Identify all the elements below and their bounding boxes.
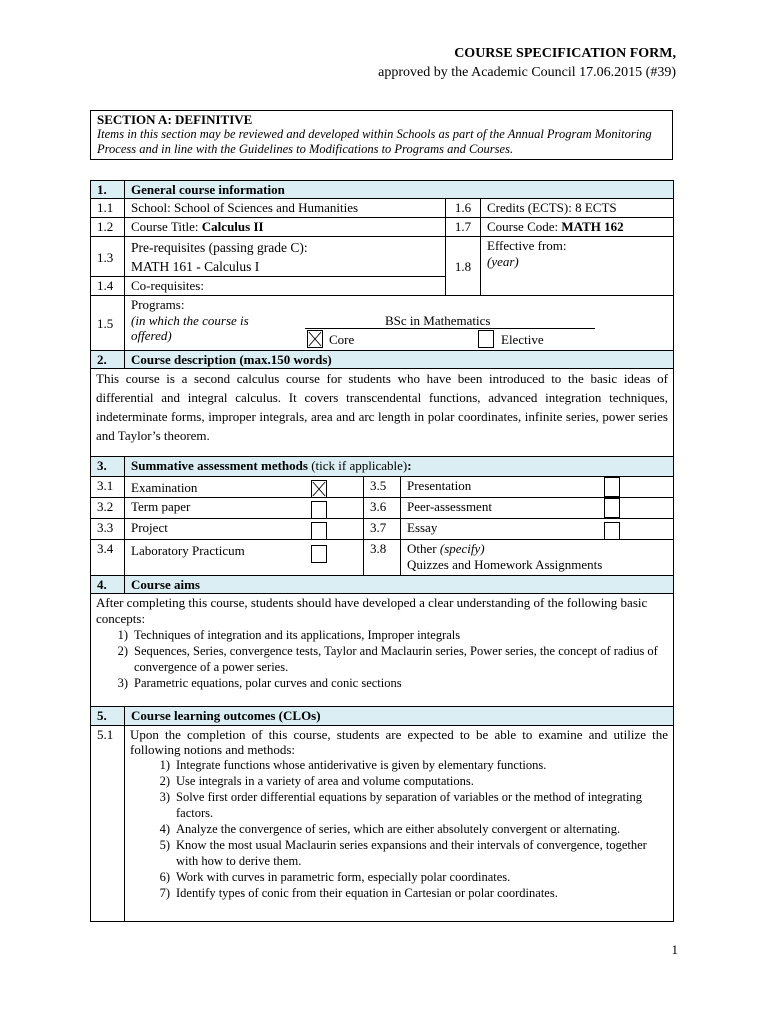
essay-label: Essay [400, 518, 674, 540]
section-a-title: SECTION A: DEFINITIVE [97, 112, 253, 127]
program-name: BSc in Mathematics [385, 313, 491, 328]
examination-checkbox[interactable] [311, 480, 327, 498]
effective-from-note: (year) [487, 254, 519, 269]
s1-1-num: 1.1 [90, 198, 125, 218]
effective-from-field [480, 236, 674, 296]
list-item: 6) Work with curves in parametric form, especially polar coordinates. [159, 870, 511, 884]
s4-title: Course aims [124, 575, 674, 594]
effective-from-label: Effective from: [487, 238, 567, 253]
examination-label: Examination [124, 476, 364, 498]
checked-x-icon [312, 481, 326, 497]
prerequisites-label: Pre-requisites (passing grade C): [131, 240, 308, 255]
checked-x-icon [308, 331, 322, 347]
corequisites-field: Co-requisites: [124, 276, 446, 296]
programs-label: Programs: [131, 297, 185, 312]
course-title-label: Course Title: [131, 219, 202, 234]
other-label: Other [407, 541, 440, 556]
list-item: 1) Integrate functions whose antiderivative is given by elementary functions. [159, 758, 547, 772]
s3-4-num: 3.4 [90, 539, 125, 576]
s3-2-num: 3.2 [90, 497, 125, 519]
s5-title: Course learning outcomes (CLOs) [124, 706, 674, 726]
lab-practicum-label: Laboratory Practicum [124, 539, 364, 576]
other-detail: Quizzes and Homework Assignments [407, 557, 603, 572]
aims-intro: After completing this course, students should have developed a clear understanding of the following basic concepts: [96, 595, 648, 626]
s3-3-num: 3.3 [90, 518, 125, 540]
programs-note: (in which the course is offered) [131, 313, 249, 343]
list-item: 2) Use integrals in a variety of area and volume computations. [159, 774, 474, 788]
list-item: 2) Sequences, Series, convergence tests, Taylor and Maclaurin series, Power series, the concept of radius of convergence of a power series. [117, 644, 658, 674]
school-field: School: School of Sciences and Humanities [124, 198, 446, 218]
s1-3-num: 1.3 [90, 236, 125, 277]
other-assessment [400, 539, 674, 576]
elective-checkbox[interactable] [478, 330, 494, 348]
s2-title: Course description (max.150 words) [124, 350, 674, 369]
s1-6-num: 1.6 [445, 198, 481, 218]
clo-intro: Upon the completion of this course, students are expected to be able to examine and utilize the following notions and methods: [130, 727, 668, 757]
peer-assessment-label: Peer-assessment [400, 497, 674, 519]
s3-title-cell [124, 456, 674, 477]
presentation-checkbox[interactable] [604, 477, 620, 497]
essay-checkbox[interactable] [604, 522, 620, 540]
s3-8-num: 3.8 [363, 539, 401, 576]
s1-7-num: 1.7 [445, 217, 481, 237]
course-code-value: MATH 162 [561, 219, 624, 234]
project-checkbox[interactable] [311, 522, 327, 540]
core-checkbox[interactable] [307, 330, 323, 348]
form-title: COURSE SPECIFICATION FORM, [454, 46, 676, 61]
course-title-value: Calculus II [201, 219, 264, 234]
course-code-field [480, 217, 674, 237]
presentation-label: Presentation [400, 476, 674, 498]
list-item: 1) Techniques of integration and its applications, Improper integrals [117, 628, 461, 642]
s3-6-num: 3.6 [363, 497, 401, 519]
s1-8-num: 1.8 [445, 236, 481, 296]
term-paper-label: Term paper [124, 497, 364, 519]
core-label: Core [329, 332, 355, 347]
prerequisites-field [124, 236, 446, 277]
s3-5-num: 3.5 [363, 476, 401, 498]
s1-4-num: 1.4 [90, 276, 125, 296]
other-note: (specify) [439, 541, 485, 556]
term-paper-checkbox[interactable] [311, 501, 327, 519]
list-item: 4) Analyze the convergence of series, which are either absolutely convergent or alternating. [159, 822, 621, 836]
s5-1-num: 5.1 [90, 725, 125, 922]
course-aims [90, 593, 674, 707]
course-code-label: Course Code: [487, 219, 562, 234]
form-approval: approved by the Academic Council 17.06.2015 (#39) [378, 65, 676, 80]
aims-list [96, 627, 668, 691]
s3-num: 3. [90, 456, 125, 477]
list-item: 3) Solve first order differential equations by separation of variables or the method of integrating factors. [159, 790, 642, 820]
credits-field: Credits (ECTS): 8 ECTS [480, 198, 674, 218]
s3-title-colon: : [407, 458, 412, 473]
s4-num: 4. [90, 575, 125, 594]
project-label: Project [124, 518, 364, 540]
section-a-description: Items in this section may be reviewed and developed within Schools as part of the Annual Program Monitoring Process and in line with the Guidelines to Modifications to Programs and Courses. [97, 127, 652, 156]
page-number: 1 [671, 942, 678, 957]
s3-title: Summative assessment methods [131, 458, 308, 473]
lab-practicum-checkbox[interactable] [311, 545, 327, 563]
course-title-field [124, 217, 446, 237]
section-a-box [90, 110, 673, 160]
list-item: 5) Know the most usual Maclaurin series expansions and their intervals of convergence, together with how to derive them. [159, 838, 647, 868]
s3-1-num: 3.1 [90, 476, 125, 498]
s5-num: 5. [90, 706, 125, 726]
peer-assessment-checkbox[interactable] [604, 498, 620, 518]
clo-list [130, 757, 668, 901]
programs-field [124, 295, 674, 351]
elective-label: Elective [501, 332, 544, 347]
learning-outcomes [124, 725, 674, 922]
s3-title-note: (tick if applicable) [307, 458, 408, 473]
s3-7-num: 3.7 [363, 518, 401, 540]
course-description: This course is a second calculus course for students who have been introduced to the basic ideas of differential and integral calculus. It covers transcendental functions, advanced integration techniques, indeterminate forms, improper integrals, area and arc length in polar coordinates, infinite series, power series and Taylor’s theorem. [90, 368, 674, 457]
s1-title: General course information [124, 180, 674, 199]
s1-num: 1. [90, 180, 125, 199]
s2-num: 2. [90, 350, 125, 369]
program-line [305, 314, 595, 329]
s1-2-num: 1.2 [90, 217, 125, 237]
list-item: 7) Identify types of conic from their equation in Cartesian or polar coordinates. [159, 886, 558, 900]
prerequisites-value: MATH 161 - Calculus I [131, 259, 260, 274]
s1-5-num: 1.5 [90, 295, 125, 351]
list-item: 3) Parametric equations, polar curves and conic sections [117, 676, 402, 690]
